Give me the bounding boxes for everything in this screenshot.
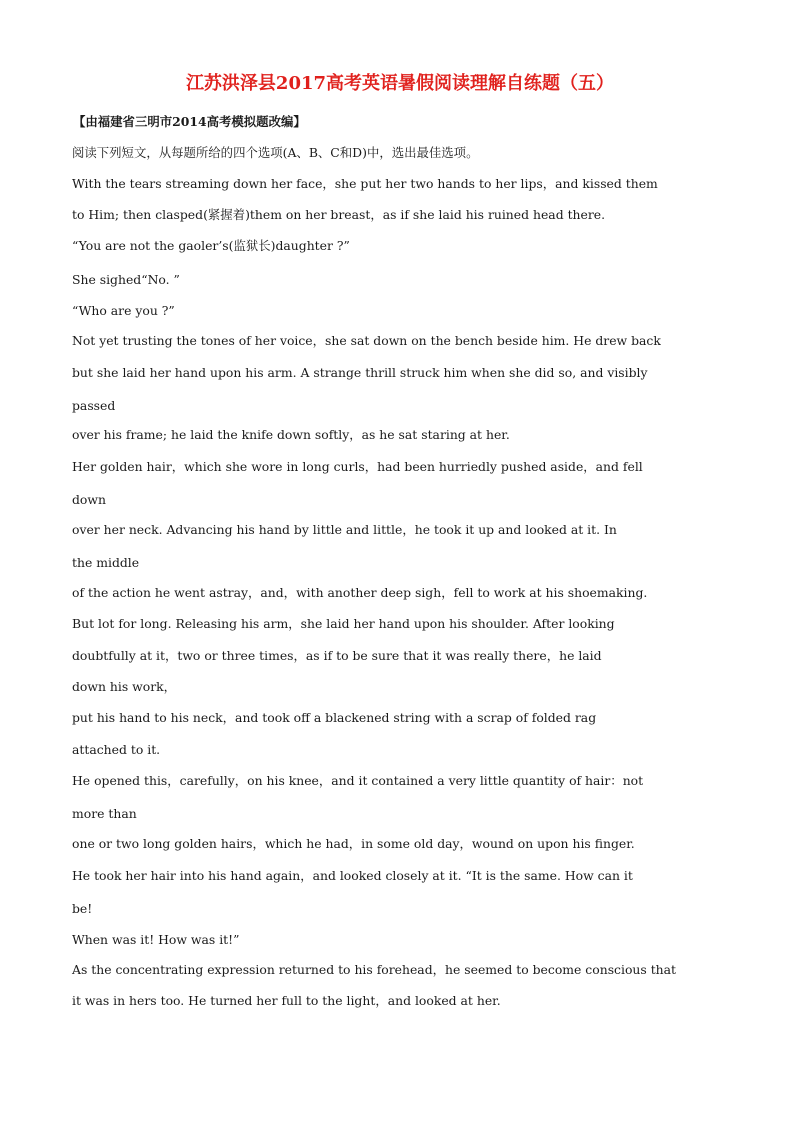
passage-line: Her golden hair，which she wore in long curls，had been hurriedly pushed aside，and fell (72, 459, 643, 474)
passage-line: He took her hair into his hand again，and looked closely at it. “It is the same. How can it (72, 868, 633, 883)
passage-line: When was it! How was it!” (72, 932, 240, 947)
passage-line: one or two long golden hairs，which he had，in some old day，wound on upon his finger. (72, 836, 635, 851)
passage-line: With the tears streaming down her face，she put her two hands to her lips，and kissed them (72, 176, 658, 191)
passage-line: but she laid her hand upon his arm. A strange thrill struck him when she did so, and visibly (72, 365, 648, 380)
passage-line: “You are not the gaoler’s(监狱长)daughter ?” (72, 238, 350, 253)
passage-line: the middle (72, 555, 140, 570)
passage-line: But lot for long. Releasing his arm，she laid her hand upon his shoulder. After looking (72, 616, 615, 631)
passage-line: put his hand to his neck，and took off a blackened string with a scrap of folded rag (72, 710, 597, 725)
passage-line: attached to it. (72, 742, 161, 757)
passage-line: of the action he went astray，and，with another deep sigh，fell to work at his shoemaking. (72, 585, 648, 600)
passage-line: down his work， (72, 679, 177, 694)
passage-line: more than (72, 806, 137, 821)
passage-line: Not yet trusting the tones of her voice，she sat down on the bench beside him. He drew back (72, 333, 661, 348)
passage-line: over her neck. Advancing his hand by little and little，he took it up and looked at it. In (72, 522, 617, 537)
passage-line: to Him; then clasped(紧握着)them on her breast，as if she laid his ruined head there. (72, 207, 606, 222)
passage-line: be! (72, 901, 93, 916)
passage-line: She sighed“No. ” (72, 272, 180, 287)
passage-line: As the concentrating expression returned to his forehead，he seemed to become conscious that (72, 962, 677, 977)
passage-line: passed (72, 398, 116, 413)
passage-line: it was in hers too. He turned her full to the light，and looked at her. (72, 993, 501, 1008)
passage-line: He opened this，carefully，on his knee，and it contained a very little quantity of hair：not (72, 773, 644, 788)
instruction-text: 阅读下列短文，从每题所给的四个选项(A、B、C和D)中，选出最佳选项。 (72, 145, 479, 160)
passage-line: doubtfully at it，two or three times，as if to be sure that it was really there，he laid (72, 648, 602, 663)
passage-line: “Who are you ?” (72, 303, 175, 318)
passage-line: over his frame; he laid the knife down softly，as he sat staring at her. (72, 427, 510, 442)
passage-line: down (72, 492, 106, 507)
document-title: 江苏洪泽县2017高考英语暑假阅读理解自练题（五） (185, 73, 615, 94)
source-note: 【由福建省三明市2014高考模拟题改编】 (73, 114, 306, 129)
